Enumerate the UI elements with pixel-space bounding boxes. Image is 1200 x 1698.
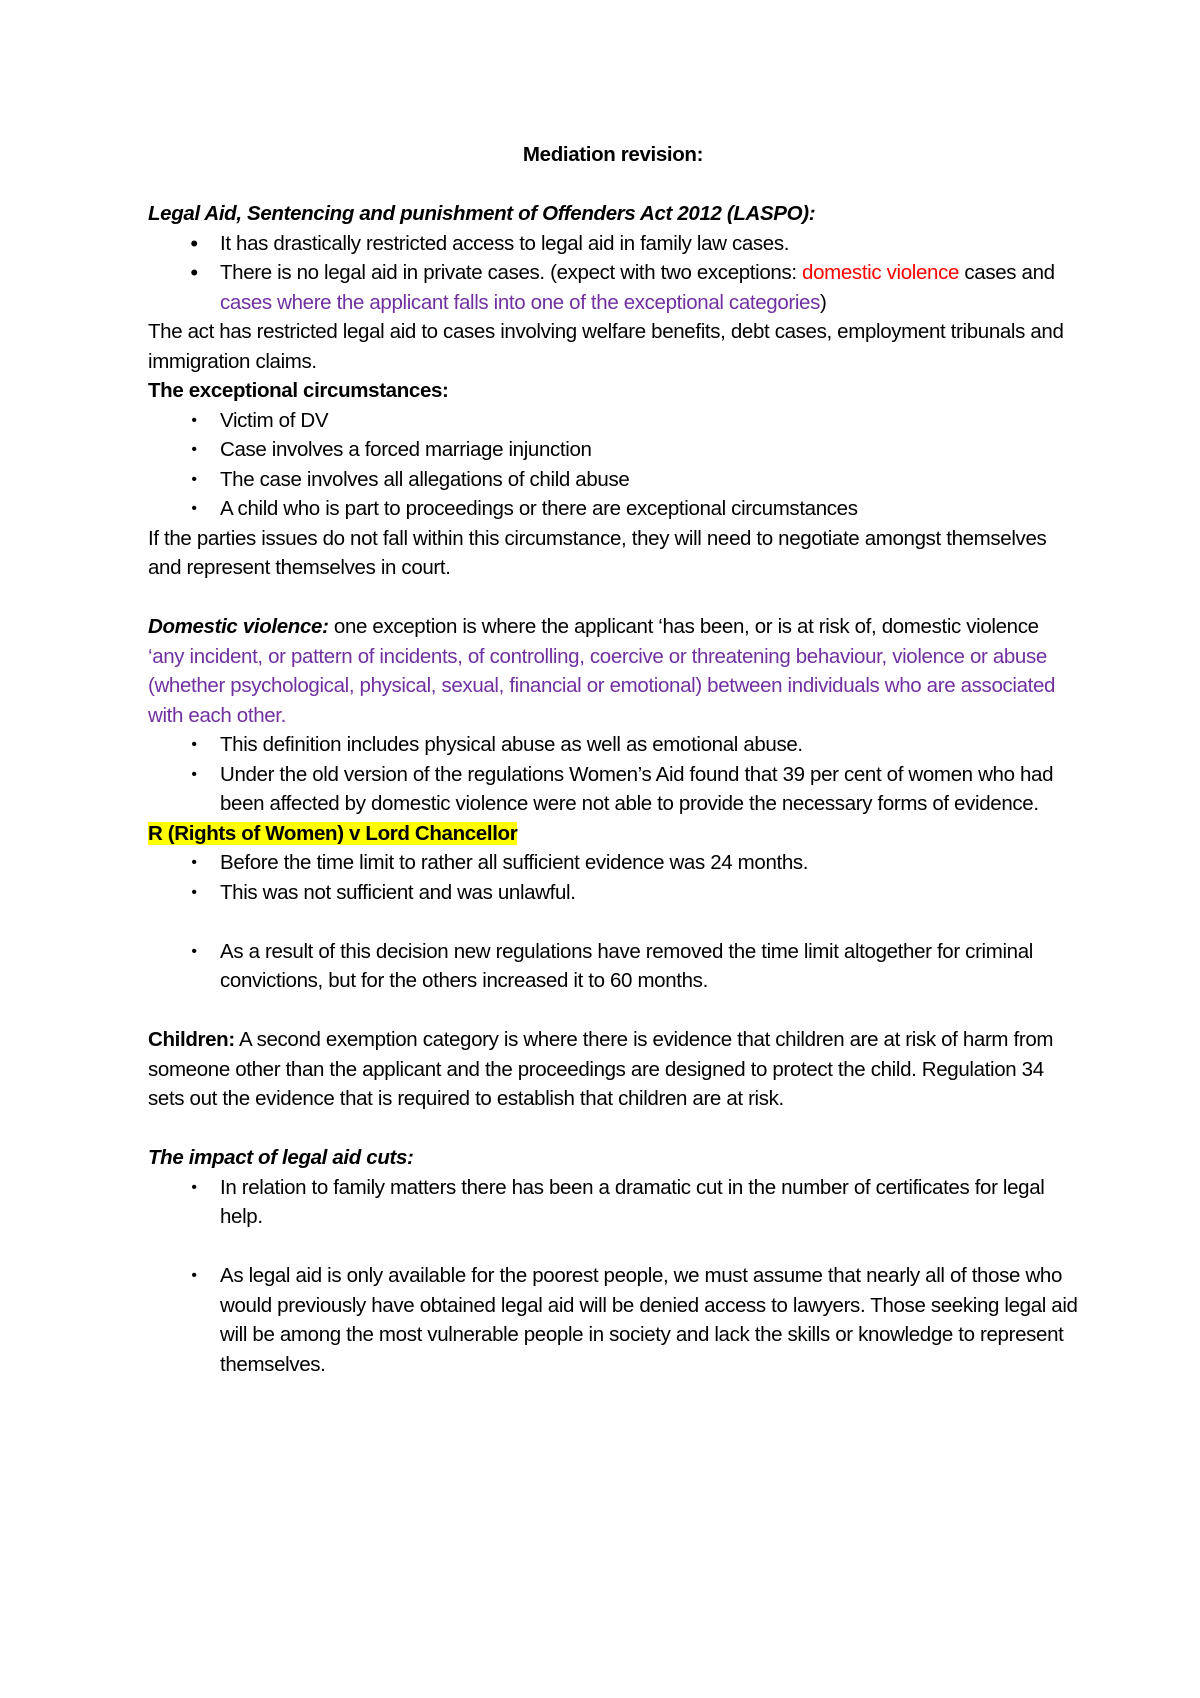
bullet-icon: • <box>191 942 197 960</box>
bullet-icon: • <box>191 411 197 429</box>
bullet-icon: • <box>191 883 197 901</box>
children-paragraph: Children: A second exemption category is where there is evidence that children are at risk of harm from someone other than the applicant and the proceedings are designed to protect the child. Regulation 34 sets out the evidence that is required to establish that children are at risk. <box>148 1028 1054 1110</box>
case-list-continued <box>148 937 1078 996</box>
list-item: • There is no legal aid in private cases. (expect with two exceptions: domestic violence cases and cases where the applicant falls into one of the exceptional categories) <box>148 258 1078 317</box>
page-title: Mediation revision: <box>522 143 704 166</box>
spacer <box>148 1232 1078 1262</box>
list-item: • This was not sufficient and was unlawful. <box>148 878 1078 908</box>
bullet-icon: • <box>190 230 198 256</box>
spacer <box>148 996 1078 1026</box>
list-item: • This definition includes physical abuse as well as emotional abuse. <box>148 730 1078 760</box>
list-item: • As legal aid is only available for the poorest people, we must assume that nearly all of those who would previously have obtained legal aid will be denied access to lawyers. Those seeking legal aid will be among the most vulnerable people in society and lack the skills or knowledge to represent themselves. <box>148 1261 1078 1379</box>
bullet-icon: • <box>191 736 197 753</box>
case-name: R (Rights of Women) v Lord Chancellor <box>148 821 518 845</box>
domestic-violence-label: Domestic violence: <box>148 615 329 638</box>
spacer <box>148 583 1078 613</box>
list-item: • It has drastically restricted access to legal aid in family law cases. <box>148 229 1078 259</box>
domestic-violence-paragraph: Domestic violence: one exception is where the applicant ‘has been, or is at risk of, domestic violence ‘any incident, or pattern of incidents, of controlling, coercive or threatening behaviour, violence or abuse (whether psychological, physical, sexual, financial or emotional) between individuals who are associated with each other. <box>148 615 1056 727</box>
bullet-icon: • <box>191 470 197 488</box>
list-item: • Case involves a forced marriage injunction <box>148 435 1078 465</box>
exceptional-heading: The exceptional circumstances: <box>148 379 449 402</box>
spacer <box>148 907 1078 937</box>
laspo-list <box>148 229 1078 318</box>
case-name-line <box>148 819 1078 849</box>
highlight-domestic-violence: domestic violence <box>802 261 960 284</box>
spacer <box>148 1114 1078 1144</box>
impact-list-continued <box>148 1261 1078 1379</box>
bullet-icon: • <box>191 854 197 871</box>
bullet-icon: • <box>191 765 197 783</box>
bullet-icon: • <box>191 1178 197 1196</box>
impact-list <box>148 1173 1078 1232</box>
document-page <box>148 140 1078 1379</box>
dv-definition-quote: ‘any incident, or pattern of incidents, of controlling, coercive or threatening behaviour, violence or abuse (whether psychological, physical, sexual, financial or emotional) between individuals who are associated with each other. <box>148 644 1056 727</box>
paragraph: The act has restricted legal aid to cases involving welfare benefits, debt cases, employment tribunals and immigration claims. <box>148 320 1064 373</box>
dv-list <box>148 730 1078 819</box>
bullet-icon: • <box>191 1267 197 1284</box>
list-item: • A child who is part to proceedings or there are exceptional circumstances <box>148 494 1078 524</box>
bullet-icon: • <box>190 260 198 285</box>
impact-heading: The impact of legal aid cuts: <box>148 1146 414 1169</box>
list-item: • In relation to family matters there has been a dramatic cut in the number of certificates for legal help. <box>148 1173 1078 1232</box>
children-label: Children: <box>148 1028 235 1051</box>
list-item: • As a result of this decision new regulations have removed the time limit altogether for criminal convictions, but for the others increased it to 60 months. <box>148 937 1078 996</box>
bullet-icon: • <box>191 441 197 458</box>
bullet-icon: • <box>191 500 197 517</box>
list-item: • The case involves all allegations of child abuse <box>148 465 1078 495</box>
highlight-exceptional-categories: cases where the applicant falls into one of the exceptional categories <box>220 290 820 314</box>
list-item: • Before the time limit to rather all sufficient evidence was 24 months. <box>148 848 1078 878</box>
exceptional-list <box>148 406 1078 524</box>
laspo-heading: Legal Aid, Sentencing and punishment of Offenders Act 2012 (LASPO): <box>148 202 816 225</box>
list-item: • Under the old version of the regulations Women’s Aid found that 39 per cent of women who had been affected by domestic violence were not able to provide the necessary forms of evidence. <box>148 760 1078 819</box>
paragraph: If the parties issues do not fall within this circumstance, they will need to negotiate amongst themselves and represent themselves in court. <box>148 526 1047 579</box>
list-item: • Victim of DV <box>148 406 1078 436</box>
case-list <box>148 848 1078 907</box>
